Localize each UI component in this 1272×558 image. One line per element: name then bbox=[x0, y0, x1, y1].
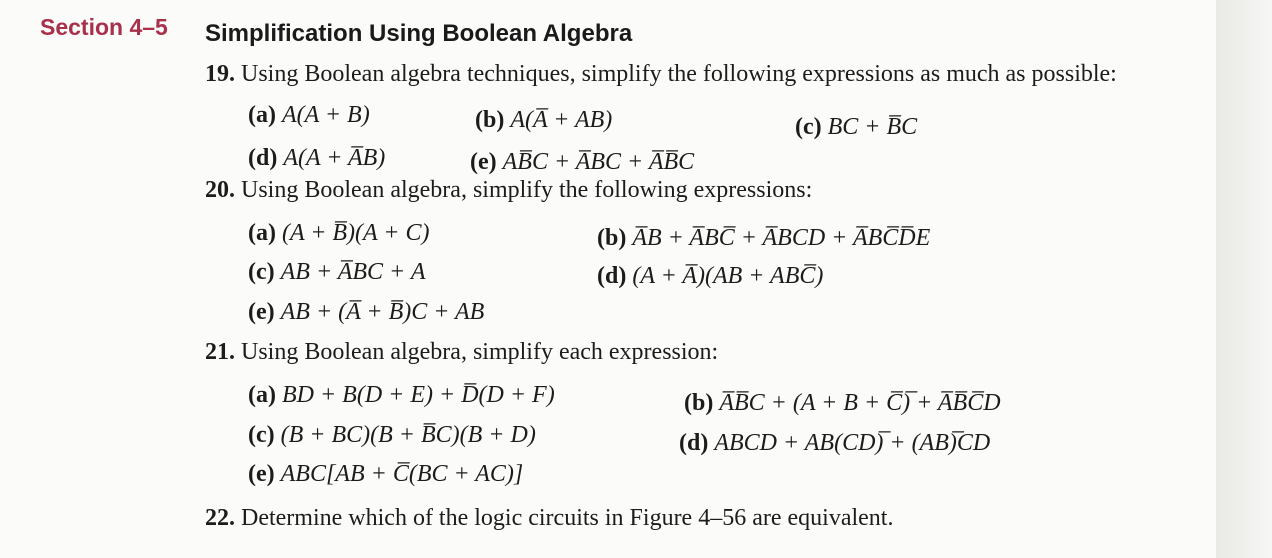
part-expression: (B + BC)(B + B̅C)(B + D) bbox=[280, 422, 536, 448]
part-label: (c) bbox=[795, 114, 822, 140]
problem-prompt: Using Boolean algebra, simplify each expression: bbox=[241, 339, 719, 365]
problem-prompt: Using Boolean algebra, simplify the following expressions: bbox=[241, 177, 813, 203]
part-expression: AB + (A̅ + B̅)C + AB bbox=[280, 299, 485, 325]
part-expression: AB̅C + A̅BC + A̅B̅C bbox=[502, 149, 695, 175]
problem-21-part-b bbox=[684, 391, 1001, 415]
part-label: (e) bbox=[470, 149, 497, 175]
problem-number: 20. bbox=[205, 177, 235, 203]
part-expression: A̅B + A̅BC̅ + A̅BCD + A̅BC̅D̅E bbox=[632, 225, 931, 251]
part-expression: BC + B̅C bbox=[827, 114, 918, 140]
part-label: (e) bbox=[248, 299, 275, 325]
problem-20-part-e bbox=[248, 300, 484, 324]
part-label: (b) bbox=[684, 390, 714, 416]
problem-22 bbox=[205, 506, 893, 530]
section-label: Section 4–5 bbox=[40, 14, 168, 40]
problem-prompt: Determine which of the logic circuits in Figure 4–56 are equivalent. bbox=[241, 505, 894, 531]
part-expression: A̅B̅C + (A + B + C̅)̅ + A̅B̅C̅D bbox=[719, 390, 1001, 416]
part-expression: AB + A̅BC + A bbox=[280, 259, 426, 285]
problem-prompt: Using Boolean algebra techniques, simplify the following expressions as much as possible: bbox=[241, 61, 1117, 87]
part-label: (b) bbox=[597, 225, 627, 251]
problem-21-part-e bbox=[248, 462, 523, 486]
problem-19-part-c bbox=[795, 115, 917, 139]
problem-20 bbox=[205, 178, 812, 202]
part-label: (a) bbox=[248, 220, 276, 246]
part-expression: ABCD + AB(CD)̅ + (AB)̅CD bbox=[714, 430, 991, 456]
problem-21-part-c bbox=[248, 423, 536, 447]
problem-21-part-d bbox=[679, 431, 990, 455]
part-label: (d) bbox=[597, 263, 627, 289]
problem-20-part-c bbox=[248, 260, 425, 284]
part-label: (d) bbox=[679, 430, 709, 456]
part-label: (e) bbox=[248, 461, 275, 487]
part-expression: A(A̅ + AB) bbox=[510, 107, 613, 133]
problem-20-part-b bbox=[597, 226, 930, 250]
part-label: (c) bbox=[248, 259, 275, 285]
part-expression: (A + A̅)(AB + ABC̅) bbox=[632, 263, 824, 289]
part-expression: ABC[AB + C̅(BC + AC)] bbox=[280, 461, 524, 487]
part-label: (a) bbox=[248, 102, 276, 128]
part-expression: A(A + B) bbox=[281, 102, 370, 128]
problem-number: 22. bbox=[205, 505, 235, 531]
problem-number: 21. bbox=[205, 339, 235, 365]
problem-19-part-b bbox=[475, 108, 612, 132]
problem-19 bbox=[205, 62, 1117, 86]
part-label: (a) bbox=[248, 382, 276, 408]
problem-19-part-d bbox=[248, 146, 385, 170]
problem-21-part-a bbox=[248, 383, 555, 407]
part-expression: A(A + A̅B) bbox=[283, 145, 386, 171]
part-label: (c) bbox=[248, 422, 275, 448]
problem-number: 19. bbox=[205, 61, 235, 87]
problem-19-part-a bbox=[248, 103, 370, 127]
problem-19-part-e bbox=[470, 150, 694, 174]
problem-20-part-a bbox=[248, 221, 429, 245]
part-label: (d) bbox=[248, 145, 278, 171]
problem-20-part-d bbox=[597, 264, 823, 288]
part-label: (b) bbox=[475, 107, 505, 133]
part-expression: BD + B(D + E) + D̅(D + F) bbox=[281, 382, 555, 408]
section-title: Simplification Using Boolean Algebra bbox=[205, 20, 633, 47]
part-expression: (A + B̅)(A + C) bbox=[281, 220, 430, 246]
page-edge-shadow bbox=[1216, 0, 1272, 558]
problem-21 bbox=[205, 340, 718, 364]
